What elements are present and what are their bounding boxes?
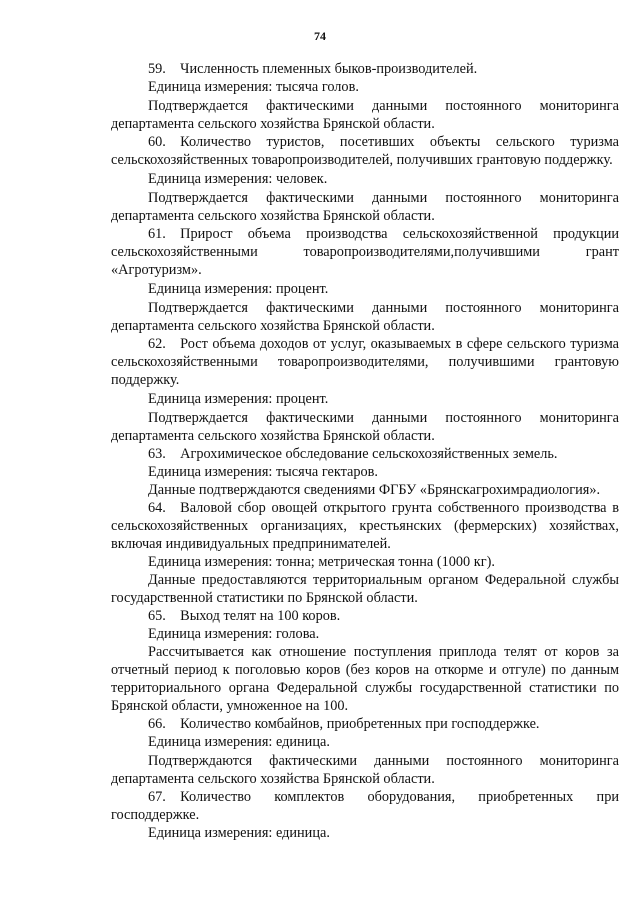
paragraph: Единица измерения: тысяча гектаров. xyxy=(148,464,378,480)
paragraph: 65. Выход телят на 100 коров. xyxy=(148,608,341,624)
paragraph: 60. Количество туристов, посетивших объекты сельского туризма сельскохозяйственных товаропроизводителей, получивших грантовую поддержку. xyxy=(111,134,619,168)
paragraph: 61. Прирост объема производства сельскохозяйственной продукции сельскохозяйственными товаропроизводителями,получившими грант «Агротуризм». xyxy=(111,226,619,278)
paragraph: Данные предоставляются территориальным органом Федеральной службы государственной статистики по Брянской области. xyxy=(111,572,619,606)
paragraph: Единица измерения: человек. xyxy=(148,171,328,187)
paragraph: Единица измерения: процент. xyxy=(148,391,329,407)
paragraph: Единица измерения: тысяча голов. xyxy=(148,79,359,95)
paragraph: Единица измерения: единица. xyxy=(148,734,330,750)
paragraph: 63. Агрохимическое обследование сельскохозяйственных земель. xyxy=(148,446,558,462)
paragraph: 64. Валовой сбор овощей открытого грунта собственного производства в сельскохозяйственных организациях, крестьянских (фермерских) хозяйствах, включая индивидуальных предпринимателей. xyxy=(111,500,619,552)
paragraph: Подтверждается фактическими данными постоянного мониторинга департамента сельского хозяйства Брянской области. xyxy=(111,190,619,224)
paragraph: Единица измерения: процент. xyxy=(148,281,329,297)
paragraph: Единица измерения: голова. xyxy=(148,626,320,642)
page-number: 74 xyxy=(314,29,326,43)
paragraph: 66. Количество комбайнов, приобретенных при господдержке. xyxy=(148,716,540,732)
paragraph: 67. Количество комплектов оборудования, приобретенных при господдержке. xyxy=(111,789,619,823)
paragraph: Подтверждается фактическими данными постоянного мониторинга департамента сельского хозяйства Брянской области. xyxy=(111,98,619,132)
paragraph: Единица измерения: единица. xyxy=(148,825,330,841)
paragraph: Подтверждается фактическими данными постоянного мониторинга департамента сельского хозяйства Брянской области. xyxy=(111,410,619,444)
paragraph: Подтверждается фактическими данными постоянного мониторинга департамента сельского хозяйства Брянской области. xyxy=(111,300,619,334)
document-body xyxy=(111,60,619,842)
paragraph: Единица измерения: тонна; метрическая тонна (1000 кг). xyxy=(148,554,495,570)
paragraph: Рассчитывается как отношение поступления приплода телят от коров за отчетный период к поголовью коров (без коров на откорме и отгуле) по данным территориального органа Федеральной службы государственной статистики по Брянской области, умноженное на 100. xyxy=(111,644,619,714)
paragraph: 59. Численность племенных быков-производителей. xyxy=(148,61,478,77)
paragraph: Данные подтверждаются сведениями ФГБУ «Брянскагрохимрадиология». xyxy=(148,482,601,498)
paragraph: Подтверждаются фактическими данными постоянного мониторинга департамента сельского хозяйства Брянской области. xyxy=(111,753,619,787)
paragraph: 62. Рост объема доходов от услуг, оказываемых в сфере сельского туризма сельскохозяйственными товаропроизводителями, получившими грантовую поддержку. xyxy=(111,336,619,388)
